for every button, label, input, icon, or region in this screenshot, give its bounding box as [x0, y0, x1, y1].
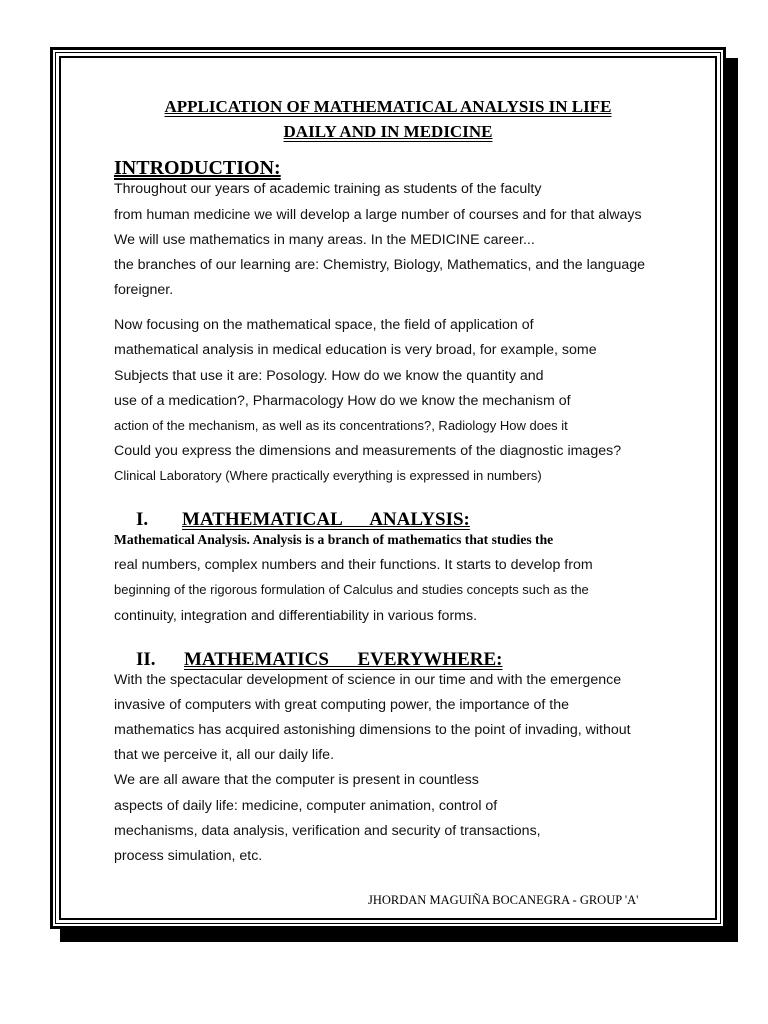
- intro-p2-line: use of a medication?, Pharmacology How do we know the mechanism of: [114, 393, 571, 409]
- section1-line: real numbers, complex numbers and their functions. It starts to develop from: [114, 557, 593, 573]
- section1-number: I.: [136, 509, 149, 530]
- section2-number: II.: [136, 649, 156, 670]
- section2-line: process simulation, etc.: [114, 848, 263, 864]
- section1-line: continuity, integration and differentiability in various forms.: [114, 608, 478, 624]
- section2-heading: MATHEMATICS EVERYWHERE:: [184, 649, 503, 670]
- document-title-line2: DAILY AND IN MEDICINE: [283, 122, 493, 141]
- section2-line: mathematics has acquired astonishing dimensions to the point of invading, without: [114, 722, 631, 738]
- section2-line: that we perceive it, all our daily life.: [114, 747, 335, 763]
- section2-line: aspects of daily life: medicine, computer animation, control of: [114, 798, 498, 814]
- intro-heading: INTRODUCTION:: [114, 157, 281, 179]
- intro-p1-line: the branches of our learning are: Chemistry, Biology, Mathematics, and the language: [114, 257, 646, 273]
- intro-p2-line: Clinical Laboratory (Where practically everything is expressed in numbers): [114, 468, 542, 483]
- section2-line: With the spectacular development of science in our time and with the emergence: [114, 672, 622, 688]
- intro-p1-line: foreigner.: [114, 282, 174, 298]
- section1-line: beginning of the rigorous formulation of Calculus and studies concepts such as the: [114, 582, 589, 597]
- intro-p2-line: Could you express the dimensions and measurements of the diagnostic images?: [114, 443, 622, 459]
- intro-p1-line: We will use mathematics in many areas. In the MEDICINE career...: [114, 232, 535, 248]
- intro-p2-line: Now focusing on the mathematical space, the field of application of: [114, 317, 534, 333]
- section1-lead: Mathematical Analysis. Analysis is a branch of mathematics that studies the: [114, 532, 554, 547]
- intro-p2-line: mathematical analysis in medical education is very broad, for example, some: [114, 342, 597, 358]
- section2-line: invasive of computers with great computing power, the importance of the: [114, 697, 570, 713]
- intro-p2-line: action of the mechanism, as well as its concentrations?, Radiology How does it: [114, 418, 568, 433]
- intro-p1-line: from human medicine we will develop a large number of courses and for that always: [114, 207, 642, 223]
- intro-p1-line: Throughout our years of academic training as students of the faculty: [114, 181, 542, 197]
- section2-line: mechanisms, data analysis, verification and security of transactions,: [114, 823, 541, 839]
- document-title-line1: APPLICATION OF MATHEMATICAL ANALYSIS IN LIFE: [164, 97, 612, 116]
- section1-heading: MATHEMATICAL ANALYSIS:: [182, 509, 470, 530]
- intro-p2-line: Subjects that use it are: Posology. How do we know the quantity and: [114, 368, 544, 384]
- section2-line: We are all aware that the computer is present in countless: [114, 772, 479, 788]
- author-signature: JHORDAN MAGUIÑA BOCANEGRA - GROUP 'A': [368, 893, 639, 907]
